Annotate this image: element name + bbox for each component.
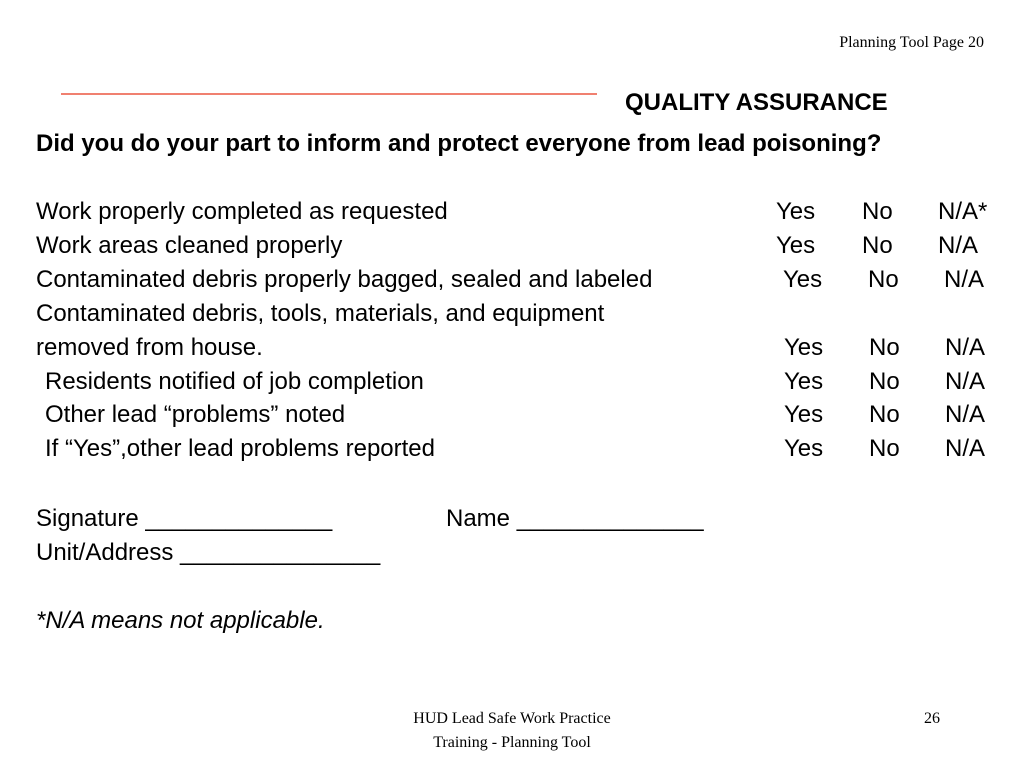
- item-label-residents-notified: Residents notified of job completion: [45, 368, 424, 395]
- page-number: 26: [924, 710, 940, 727]
- title-rule: [61, 93, 597, 95]
- item-yes-work-completed[interactable]: Yes: [776, 198, 816, 225]
- item-yes-other-problems[interactable]: Yes: [784, 401, 824, 428]
- item-na-other-problems[interactable]: N/A: [945, 401, 986, 428]
- item-label-problems-reported: If “Yes”,other lead problems reported: [45, 435, 435, 462]
- item-yes-problems-reported[interactable]: Yes: [784, 435, 824, 462]
- name-field[interactable]: Name ______________: [446, 505, 704, 532]
- item-no-areas-cleaned[interactable]: No: [862, 232, 893, 259]
- item-no-problems-reported[interactable]: No: [869, 435, 900, 462]
- item-no-debris-removed[interactable]: No: [869, 334, 900, 361]
- item-label-debris-bagged: Contaminated debris properly bagged, sealed and labeled: [36, 266, 653, 293]
- item-na-residents-notified[interactable]: N/A: [945, 368, 986, 395]
- question-heading: Did you do your part to inform and protect everyone from lead poisoning?: [36, 130, 882, 157]
- item-label-work-completed: Work properly completed as requested: [36, 198, 448, 225]
- item-no-other-problems[interactable]: No: [869, 401, 900, 428]
- item-no-work-completed[interactable]: No: [862, 198, 893, 225]
- item-na-debris-removed[interactable]: N/A: [945, 334, 986, 361]
- item-yes-debris-bagged[interactable]: Yes: [783, 266, 823, 293]
- item-label-other-problems: Other lead “problems” noted: [45, 401, 346, 428]
- item-label-debris-removed: Contaminated debris, tools, materials, and equipment: [36, 300, 605, 327]
- item-na-areas-cleaned[interactable]: N/A: [938, 232, 979, 259]
- item-label-debris-removed-line2: removed from house.: [36, 334, 263, 361]
- item-na-problems-reported[interactable]: N/A: [945, 435, 986, 462]
- footer-line-2: Training - Planning Tool: [433, 734, 591, 751]
- item-yes-areas-cleaned[interactable]: Yes: [776, 232, 816, 259]
- footnote: *N/A means not applicable.: [36, 607, 325, 634]
- item-yes-debris-removed[interactable]: Yes: [784, 334, 824, 361]
- item-yes-residents-notified[interactable]: Yes: [784, 368, 824, 395]
- page-tag: Planning Tool Page 20: [839, 34, 984, 51]
- item-na-work-completed[interactable]: N/A*: [938, 198, 988, 225]
- signature-field[interactable]: Signature ______________: [36, 505, 333, 532]
- item-na-debris-bagged[interactable]: N/A: [944, 266, 985, 293]
- item-label-areas-cleaned: Work areas cleaned properly: [36, 232, 343, 259]
- footer-caption: [300, 707, 724, 755]
- unit-address-field[interactable]: Unit/Address _______________: [36, 539, 381, 566]
- footer-line-1: HUD Lead Safe Work Practice: [413, 710, 611, 727]
- item-no-residents-notified[interactable]: No: [869, 368, 900, 395]
- item-no-debris-bagged[interactable]: No: [868, 266, 899, 293]
- page-title: QUALITY ASSURANCE: [625, 89, 888, 116]
